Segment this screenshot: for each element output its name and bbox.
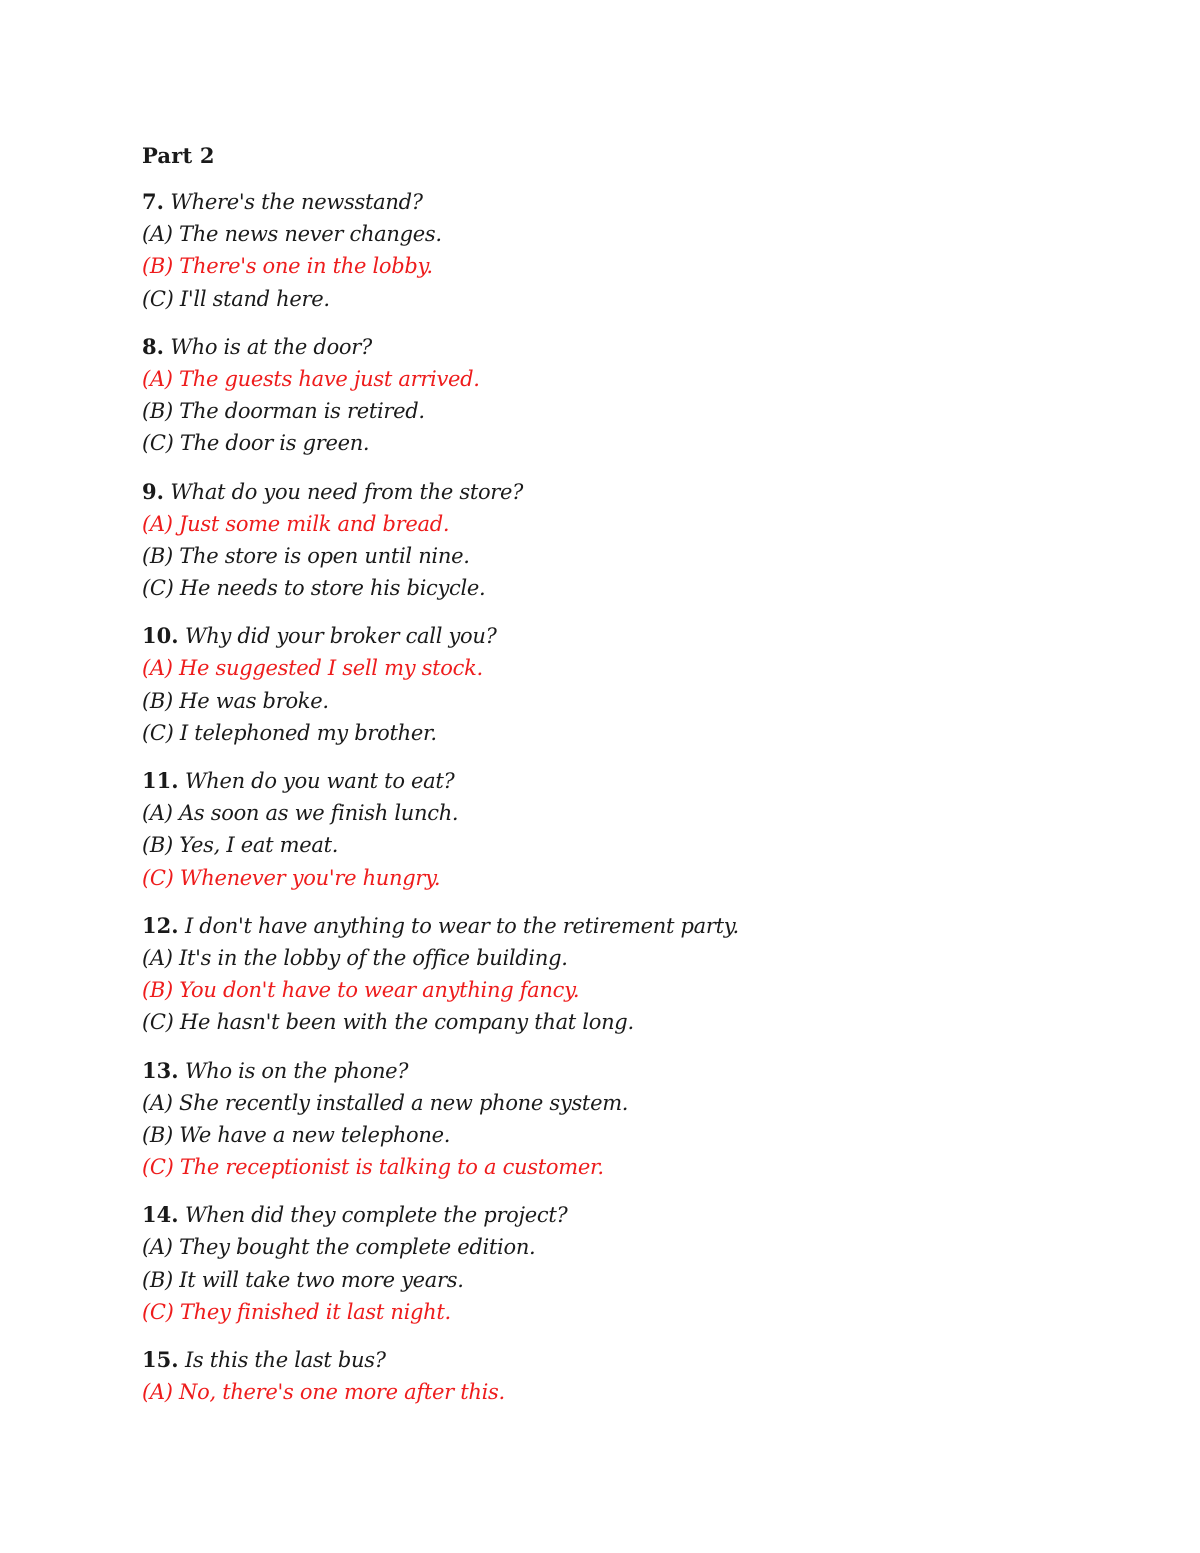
question-block — [142, 1344, 1102, 1408]
answer-option-correct: (C) The receptionist is talking to a customer. — [142, 1155, 604, 1180]
document-content — [142, 140, 1102, 1424]
question-text: When did they complete the project? — [184, 1203, 568, 1228]
answer-option-correct: (A) He suggested I sell my stock. — [142, 656, 483, 681]
answer-option: (B) The store is open until nine. — [142, 543, 470, 568]
question-text: Is this the last bus? — [184, 1348, 386, 1372]
answer-option-correct: (C) Whenever you're hungry. — [142, 865, 441, 890]
question-text: Who is at the door? — [170, 334, 372, 359]
answer-option: (B) The doorman is retired. — [142, 399, 425, 424]
question-number: 11. — [142, 768, 179, 793]
question-number: 9. — [142, 478, 164, 504]
part-title: Part 2 — [142, 143, 215, 168]
answer-option-correct: (A) No, there's one more after this. — [142, 1380, 505, 1405]
question-line — [142, 765, 1102, 797]
question-number: 15. — [142, 1347, 179, 1372]
question-line — [142, 620, 1102, 652]
answer-option: (A) They bought the complete edition. — [142, 1235, 536, 1260]
answer-option: (C) He hasn't been with the company that long. — [142, 1010, 634, 1035]
question-text: What do you need from the store? — [170, 479, 524, 504]
question-list — [142, 186, 1102, 1408]
question-line — [142, 331, 1102, 363]
question-number: 7. — [142, 189, 164, 214]
answer-option: (C) The door is green. — [142, 431, 370, 456]
answer-option: (A) She recently installed a new phone system. — [142, 1090, 629, 1115]
question-block — [142, 1055, 1102, 1184]
answer-option: (C) I'll stand here. — [142, 286, 330, 311]
answer-option: (A) As soon as we finish lunch. — [142, 801, 459, 826]
question-number: 13. — [142, 1057, 179, 1083]
question-text: Why did your broker call you? — [184, 624, 497, 649]
answer-option: (B) It will take two more years. — [142, 1267, 464, 1292]
question-text: Where's the newsstand? — [170, 190, 423, 214]
question-number: 10. — [142, 623, 179, 649]
question-block — [142, 910, 1102, 1039]
question-line — [142, 1344, 1102, 1376]
question-number: 14. — [142, 1202, 179, 1228]
question-block — [142, 186, 1102, 315]
answer-option: (C) I telephoned my brother. — [142, 720, 437, 745]
answer-option-correct: (B) You don't have to wear anything fancy. — [142, 978, 580, 1003]
question-block — [142, 476, 1102, 605]
question-line — [142, 186, 1102, 218]
question-text: When do you want to eat? — [184, 769, 455, 793]
question-block — [142, 331, 1102, 460]
answer-option-correct: (A) The guests have just arrived. — [142, 366, 480, 391]
answer-option: (B) He was broke. — [142, 688, 329, 713]
question-line — [142, 1055, 1102, 1087]
question-block — [142, 765, 1102, 894]
answer-option-correct: (C) They finished it last night. — [142, 1299, 451, 1324]
question-block — [142, 1199, 1102, 1328]
question-block — [142, 620, 1102, 749]
question-line — [142, 476, 1102, 508]
answer-option: (C) He needs to store his bicycle. — [142, 576, 486, 601]
answer-option: (A) It's in the lobby of the office building. — [142, 945, 568, 970]
answer-option: (B) Yes, I eat meat. — [142, 833, 339, 858]
answer-option-correct: (B) There's one in the lobby. — [142, 254, 433, 279]
question-number: 8. — [142, 333, 164, 359]
answer-option: (A) The news never changes. — [142, 222, 442, 247]
question-number: 12. — [142, 912, 179, 938]
question-line — [142, 910, 1102, 942]
answer-option: (B) We have a new telephone. — [142, 1122, 451, 1147]
question-line — [142, 1199, 1102, 1231]
question-text: Who is on the phone? — [184, 1058, 409, 1083]
answer-option-correct: (A) Just some milk and bread. — [142, 511, 450, 536]
question-text: I don't have anything to wear to the retirement party. — [184, 913, 739, 938]
